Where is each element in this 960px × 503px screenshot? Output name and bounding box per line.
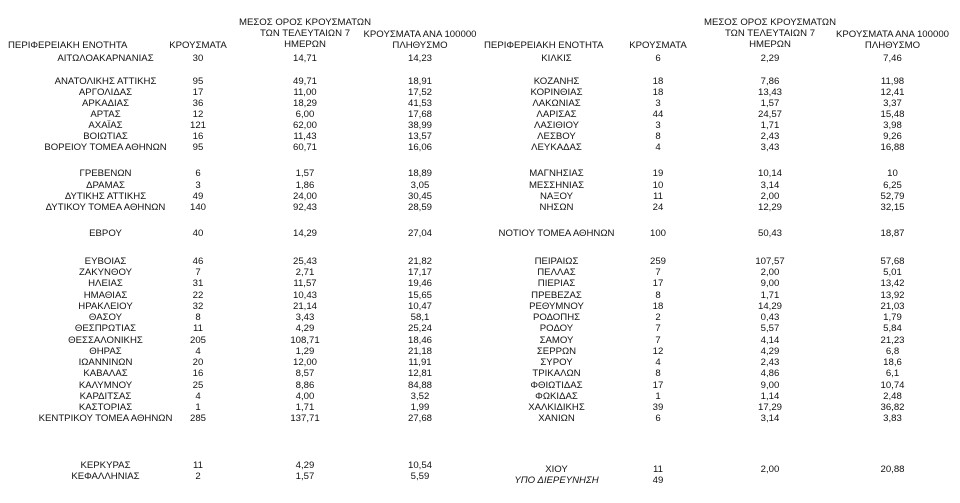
cases-value: 16 — [192, 131, 204, 142]
avg7-value: 25,43 — [292, 256, 317, 267]
region-name: ΘΗΡΑΣ — [89, 346, 122, 357]
cases-value: 2 — [195, 471, 201, 482]
cases-value: 18 — [652, 301, 664, 312]
avg7-value: 2,43 — [760, 131, 780, 142]
per100k-value: 21,18 — [407, 346, 432, 357]
avg7-value: 2,00 — [760, 464, 780, 475]
region-name: ΝΗΣΩΝ — [539, 202, 574, 213]
region-name: ΘΕΣΠΡΩΤΙΑΣ — [74, 323, 137, 334]
per100k-value: 32,15 — [880, 202, 905, 213]
per100k-value: 17,68 — [407, 109, 432, 120]
per100k-value: 3,05 — [410, 180, 430, 191]
per100k-value: 19,46 — [407, 278, 432, 289]
avg7-value: 4,29 — [760, 346, 780, 357]
region-name: ΑΡΚΑΔΙΑΣ — [82, 98, 129, 109]
per100k-value: 1,99 — [410, 402, 430, 413]
region-name: ΠΙΕΡΙΑΣ — [537, 278, 576, 289]
cases-value: 31 — [192, 278, 204, 289]
avg7-value: 1,71 — [760, 290, 780, 301]
per100k-value: 15,48 — [880, 109, 905, 120]
region-name: ΑΙΤΩΛΟΑΚΑΡΝΑΝΙΑΣ — [57, 53, 154, 64]
avg7-value: 3,14 — [760, 413, 780, 424]
avg7-value: 21,14 — [292, 301, 317, 312]
per100k-value: 12,41 — [880, 87, 905, 98]
region-name: ΠΕΛΛΑΣ — [537, 267, 576, 278]
region-name: ΥΠΟ ΔΙΕΡΕΥΝΗΣΗ — [514, 475, 599, 486]
header-avg7-left-line3: ΗΜΕΡΩΝ — [284, 39, 326, 50]
per100k-value: 3,52 — [410, 391, 430, 402]
avg7-value: 1,71 — [760, 120, 780, 131]
per100k-value: 2,48 — [883, 391, 902, 402]
region-name: ΘΑΣΟΥ — [88, 312, 123, 323]
avg7-value: 12,00 — [292, 357, 317, 368]
region-name: ΜΑΓΝΗΣΙΑΣ — [529, 168, 584, 179]
per100k-value: 84,88 — [407, 380, 432, 391]
cases-value: 121 — [189, 120, 206, 131]
avg7-value: 1,71 — [295, 402, 315, 413]
avg7-value: 4,29 — [295, 323, 315, 334]
per100k-value: 14,23 — [407, 53, 432, 64]
avg7-value: 4,29 — [295, 460, 315, 471]
region-name: ΑΝΑΤΟΛΙΚΗΣ ΑΤΤΙΚΗΣ — [54, 76, 157, 87]
per100k-value: 10,54 — [407, 460, 432, 471]
cases-value: 12 — [192, 109, 204, 120]
per100k-value: 15,65 — [407, 290, 432, 301]
cases-value: 12 — [652, 346, 664, 357]
header-avg7-right-line3: ΗΜΕΡΩΝ — [749, 39, 791, 50]
per100k-value: 11,91 — [408, 357, 432, 368]
cases-value: 20 — [192, 357, 204, 368]
avg7-value: 3,43 — [760, 142, 780, 153]
avg7-value: 1,29 — [295, 346, 315, 357]
cases-value: 11 — [193, 323, 203, 334]
cases-value: 8 — [195, 312, 201, 323]
cases-value: 40 — [192, 228, 204, 239]
avg7-value: 50,43 — [757, 228, 782, 239]
cases-value: 17 — [652, 380, 664, 391]
avg7-value: 10,43 — [292, 290, 317, 301]
cases-value: 285 — [189, 413, 206, 424]
per100k-value: 38,99 — [407, 120, 432, 131]
region-name: ΚΑΛΥΜΝΟΥ — [78, 380, 133, 391]
cases-value: 11 — [653, 464, 663, 475]
cases-value: 18 — [652, 87, 664, 98]
region-name: ΑΡΤΑΣ — [90, 109, 121, 120]
region-name: ΧΑΛΚΙΔΙΚΗΣ — [528, 402, 585, 413]
header-region-right: ΠΕΡΙΦΕΡΕΙΑΚΗ ΕΝΟΤΗΤΑ — [484, 40, 604, 51]
cases-value: 49 — [192, 191, 204, 202]
region-name: ΡΕΘΥΜΝΟΥ — [529, 301, 584, 312]
per100k-value: 10,47 — [407, 301, 432, 312]
per100k-value: 30,45 — [407, 191, 432, 202]
region-name: ΕΥΒΟΙΑΣ — [84, 256, 127, 267]
avg7-value: 60,71 — [292, 142, 317, 153]
cases-value: 4 — [655, 142, 661, 153]
cases-value: 6 — [655, 413, 661, 424]
avg7-value: 17,29 — [757, 402, 782, 413]
avg7-value: 6,00 — [295, 109, 315, 120]
per100k-value: 3,37 — [883, 98, 902, 109]
cases-value: 18 — [652, 76, 664, 87]
header-region-left: ΠΕΡΙΦΕΡΕΙΑΚΗ ΕΝΟΤΗΤΑ — [8, 40, 128, 51]
per100k-value: 27,04 — [407, 228, 432, 239]
avg7-value: 11,57 — [293, 278, 317, 289]
per100k-value: 18,89 — [407, 168, 432, 179]
cases-value: 17 — [192, 87, 204, 98]
avg7-value: 62,00 — [292, 120, 317, 131]
cases-value: 36 — [192, 98, 204, 109]
per100k-value: 21,82 — [407, 256, 432, 267]
avg7-value: 11,43 — [293, 131, 317, 142]
avg7-value: 13,43 — [757, 87, 782, 98]
cases-value: 22 — [192, 290, 204, 301]
region-name: ΙΩΑΝΝΙΝΩΝ — [78, 357, 133, 368]
per100k-value: 16,06 — [407, 142, 432, 153]
avg7-value: 14,29 — [757, 301, 782, 312]
per100k-value: 5,84 — [883, 323, 902, 334]
avg7-value: 4,14 — [760, 335, 780, 346]
avg7-value: 4,00 — [295, 391, 315, 402]
cases-value: 30 — [192, 53, 204, 64]
cases-value: 44 — [652, 109, 664, 120]
header-avg7-right-line1: ΜΕΣΟΣ ΟΡΟΣ ΚΡΟΥΣΜΑΤΩΝ — [703, 17, 837, 28]
header-cases-right: ΚΡΟΥΣΜΑΤΑ — [629, 40, 687, 51]
region-name: ΠΡΕΒΕΖΑΣ — [531, 290, 582, 301]
cases-value: 24 — [652, 202, 664, 213]
region-name: ΛΑΣΙΘΙΟΥ — [533, 120, 580, 131]
cases-value: 7 — [195, 267, 201, 278]
avg7-value: 3,14 — [760, 180, 780, 191]
region-name: ΒΟΡΕΙΟΥ ΤΟΜΕΑ ΑΘΗΝΩΝ — [44, 142, 167, 153]
per100k-value: 5,01 — [883, 267, 902, 278]
cases-value: 95 — [192, 76, 204, 87]
cases-value: 8 — [655, 131, 661, 142]
avg7-value: 2,00 — [760, 267, 780, 278]
cases-value: 3 — [655, 120, 661, 131]
avg7-value: 4,86 — [760, 368, 780, 379]
region-name: ΗΜΑΘΙΑΣ — [83, 290, 128, 301]
avg7-value: 2,00 — [760, 191, 780, 202]
region-name: ΕΒΡΟΥ — [89, 228, 122, 239]
cases-value: 3 — [195, 180, 201, 191]
per100k-value: 3,83 — [883, 413, 902, 424]
region-name: ΓΡΕΒΕΝΩΝ — [79, 168, 132, 179]
per100k-value: 10 — [887, 168, 898, 179]
cases-value: 8 — [655, 290, 661, 301]
avg7-value: 1,57 — [295, 168, 315, 179]
cases-value: 1 — [195, 402, 201, 413]
region-name: ΛΑΡΙΣΑΣ — [536, 109, 577, 120]
region-name: ΣΥΡΟΥ — [540, 357, 573, 368]
region-name: ΛΕΥΚΑΔΑΣ — [531, 142, 582, 153]
avg7-value: 137,71 — [290, 413, 320, 424]
region-name: ΚΕΦΑΛΛΗΝΙΑΣ — [71, 471, 140, 482]
cases-value: 1 — [655, 391, 661, 402]
avg7-value: 107,57 — [755, 256, 785, 267]
per100k-value: 20,88 — [880, 464, 905, 475]
per100k-value: 36,82 — [880, 402, 905, 413]
per100k-value: 41,53 — [407, 98, 432, 109]
region-name: ΑΡΓΟΛΙΔΑΣ — [78, 87, 133, 98]
per100k-value: 21,03 — [880, 301, 905, 312]
cases-value: 11 — [193, 460, 203, 471]
region-name: ΚΕΡΚΥΡΑΣ — [80, 460, 131, 471]
cases-value: 140 — [189, 202, 206, 213]
cases-value: 19 — [652, 168, 664, 179]
per100k-value: 13,42 — [880, 278, 905, 289]
per100k-value: 52,79 — [880, 191, 905, 202]
avg7-value: 11,00 — [293, 87, 317, 98]
cases-value: 16 — [192, 368, 204, 379]
cases-value: 95 — [192, 142, 204, 153]
per100k-value: 18,91 — [407, 76, 432, 87]
cases-value: 6 — [195, 168, 201, 179]
avg7-value: 12,29 — [757, 202, 782, 213]
region-name: ΛΕΣΒΟΥ — [537, 131, 576, 142]
per100k-value: 28,59 — [407, 202, 432, 213]
cases-value: 3 — [655, 98, 661, 109]
avg7-value: 14,29 — [292, 228, 317, 239]
region-name: ΦΩΚΙΔΑΣ — [535, 391, 578, 402]
cases-value: 25 — [192, 380, 204, 391]
avg7-value: 108,71 — [290, 335, 320, 346]
region-name: ΗΛΕΙΑΣ — [88, 278, 123, 289]
avg7-value: 9,00 — [760, 278, 780, 289]
cases-value: 49 — [652, 475, 664, 486]
cases-value: 7 — [655, 323, 661, 334]
per100k-value: 18,46 — [407, 335, 432, 346]
region-name: ΚΙΛΚΙΣ — [541, 53, 572, 64]
avg7-value: 2,71 — [295, 267, 315, 278]
header-cases-left: ΚΡΟΥΣΜΑΤΑ — [169, 40, 227, 51]
per100k-value: 5,59 — [410, 471, 430, 482]
cases-value: 32 — [192, 301, 204, 312]
region-name: ΚΟΖΑΝΗΣ — [533, 76, 580, 87]
header-per100k-left-line1: ΚΡΟΥΣΜΑΤΑ ΑΝΑ 100000 — [363, 29, 477, 40]
avg7-value: 49,71 — [292, 76, 317, 87]
region-name: ΘΕΣΣΑΛΟΝΙΚΗΣ — [68, 335, 143, 346]
avg7-value: 1,57 — [760, 98, 780, 109]
cases-value: 7 — [655, 335, 661, 346]
avg7-value: 0,43 — [760, 312, 780, 323]
region-name: ΚΟΡΙΝΘΙΑΣ — [530, 87, 583, 98]
region-name: ΜΕΣΣΗΝΙΑΣ — [528, 180, 585, 191]
per100k-value: 10,74 — [880, 380, 905, 391]
per100k-value: 17,17 — [407, 267, 432, 278]
cases-value: 4 — [195, 391, 201, 402]
per100k-value: 57,68 — [880, 256, 905, 267]
region-name: ΔΥΤΙΚΟΥ ΤΟΜΕΑ ΑΘΗΝΩΝ — [45, 202, 166, 213]
region-name: ΠΕΙΡΑΙΩΣ — [534, 256, 579, 267]
region-name: ΝΟΤΙΟΥ ΤΟΜΕΑ ΑΘΗΝΩΝ — [498, 228, 615, 239]
per100k-value: 25,24 — [407, 323, 432, 334]
avg7-value: 24,57 — [757, 109, 782, 120]
per100k-value: 7,46 — [883, 53, 902, 64]
per100k-value: 27,68 — [407, 413, 432, 424]
avg7-value: 1,14 — [760, 391, 780, 402]
per100k-value: 13,92 — [880, 290, 905, 301]
cases-value: 6 — [655, 53, 661, 64]
region-name: ΚΑΡΔΙΤΣΑΣ — [79, 391, 132, 402]
region-name: ΛΑΚΩΝΙΑΣ — [532, 98, 581, 109]
header-per100k-right-line2: ΠΛΗΘΥΣΜΟ — [864, 40, 921, 51]
header-per100k-right-line1: ΚΡΟΥΣΜΑΤΑ ΑΝΑ 100000 — [836, 29, 949, 40]
per100k-value: 6,8 — [885, 346, 900, 357]
region-name: ΖΑΚΥΝΘΟΥ — [79, 267, 132, 278]
per100k-value: 16,88 — [880, 142, 905, 153]
cases-value: 10 — [652, 180, 664, 191]
header-avg7-left-line1: ΜΕΣΟΣ ΟΡΟΣ ΚΡΟΥΣΜΑΤΩΝ — [238, 17, 372, 28]
cases-value: 46 — [192, 256, 204, 267]
region-name: ΚΑΒΑΛΑΣ — [83, 368, 128, 379]
per100k-value: 21,23 — [880, 335, 905, 346]
per100k-value: 6,25 — [883, 180, 902, 191]
avg7-value: 9,00 — [760, 380, 780, 391]
avg7-value: 5,57 — [760, 323, 780, 334]
header-avg7-left-line2: ΤΩΝ ΤΕΛΕΥΤΑΙΩΝ 7 — [259, 28, 351, 39]
avg7-value: 8,86 — [295, 380, 315, 391]
per100k-value: 13,57 — [407, 131, 432, 142]
avg7-value: 18,29 — [292, 98, 317, 109]
per100k-value: 18,6 — [883, 357, 902, 368]
cases-value: 4 — [655, 357, 661, 368]
cases-value: 17 — [652, 278, 664, 289]
avg7-value: 92,43 — [292, 202, 317, 213]
per100k-value: 1,79 — [883, 312, 902, 323]
cases-value: 205 — [189, 335, 206, 346]
per100k-value: 3,98 — [883, 120, 902, 131]
cases-value: 259 — [649, 256, 666, 267]
region-name: ΡΟΔΟΥ — [539, 323, 574, 334]
header-avg7-right-line2: ΤΩΝ ΤΕΛΕΥΤΑΙΩΝ 7 — [724, 28, 816, 39]
avg7-value: 10,14 — [757, 168, 782, 179]
per100k-value: 58,1 — [410, 312, 430, 323]
avg7-value: 2,29 — [760, 53, 780, 64]
region-name: ΧΙΟΥ — [545, 464, 568, 475]
avg7-value: 2,43 — [760, 357, 780, 368]
region-name: ΒΟΙΩΤΙΑΣ — [83, 131, 128, 142]
cases-value: 8 — [655, 368, 661, 379]
region-name: ΚΕΝΤΡΙΚΟΥ ΤΟΜΕΑ ΑΘΗΝΩΝ — [38, 413, 173, 424]
header-per100k-left-line2: ΠΛΗΘΥΣΜΟ — [392, 40, 448, 51]
per100k-value: 11,98 — [880, 76, 905, 87]
per100k-value: 6,1 — [885, 368, 900, 379]
avg7-value: 14,71 — [292, 53, 317, 64]
per100k-value: 12,81 — [407, 368, 432, 379]
avg7-value: 24,00 — [292, 191, 317, 202]
cases-value: 7 — [655, 267, 661, 278]
region-name: ΦΘΙΩΤΙΔΑΣ — [530, 380, 583, 391]
per100k-value: 18,87 — [880, 228, 905, 239]
cases-value: 39 — [652, 402, 664, 413]
region-name: ΣΑΜΟΥ — [539, 335, 574, 346]
cases-value: 11 — [653, 191, 663, 202]
cases-value: 4 — [195, 346, 201, 357]
region-name: ΧΑΝΙΩΝ — [538, 413, 575, 424]
region-name: ΑΧΑΪΑΣ — [88, 120, 123, 131]
region-name: ΗΡΑΚΛΕΙΟΥ — [78, 301, 133, 312]
avg7-value: 1,86 — [295, 180, 315, 191]
per100k-value: 17,52 — [407, 87, 432, 98]
avg7-value: 7,86 — [760, 76, 780, 87]
region-name: ΡΟΔΟΠΗΣ — [532, 312, 581, 323]
region-name: ΚΑΣΤΟΡΙΑΣ — [78, 402, 133, 413]
cases-value: 100 — [649, 228, 666, 239]
region-name: ΣΕΡΡΩΝ — [536, 346, 577, 357]
per100k-value: 9,26 — [883, 131, 902, 142]
avg7-value: 8,57 — [295, 368, 315, 379]
region-name: ΔΡΑΜΑΣ — [86, 180, 125, 191]
region-name: ΝΑΞΟΥ — [539, 191, 574, 202]
avg7-value: 3,43 — [295, 312, 315, 323]
cases-value: 2 — [655, 312, 661, 323]
region-name: ΤΡΙΚΑΛΩΝ — [532, 368, 581, 379]
avg7-value: 1,57 — [295, 471, 315, 482]
region-name: ΔΥΤΙΚΗΣ ΑΤΤΙΚΗΣ — [64, 191, 147, 202]
